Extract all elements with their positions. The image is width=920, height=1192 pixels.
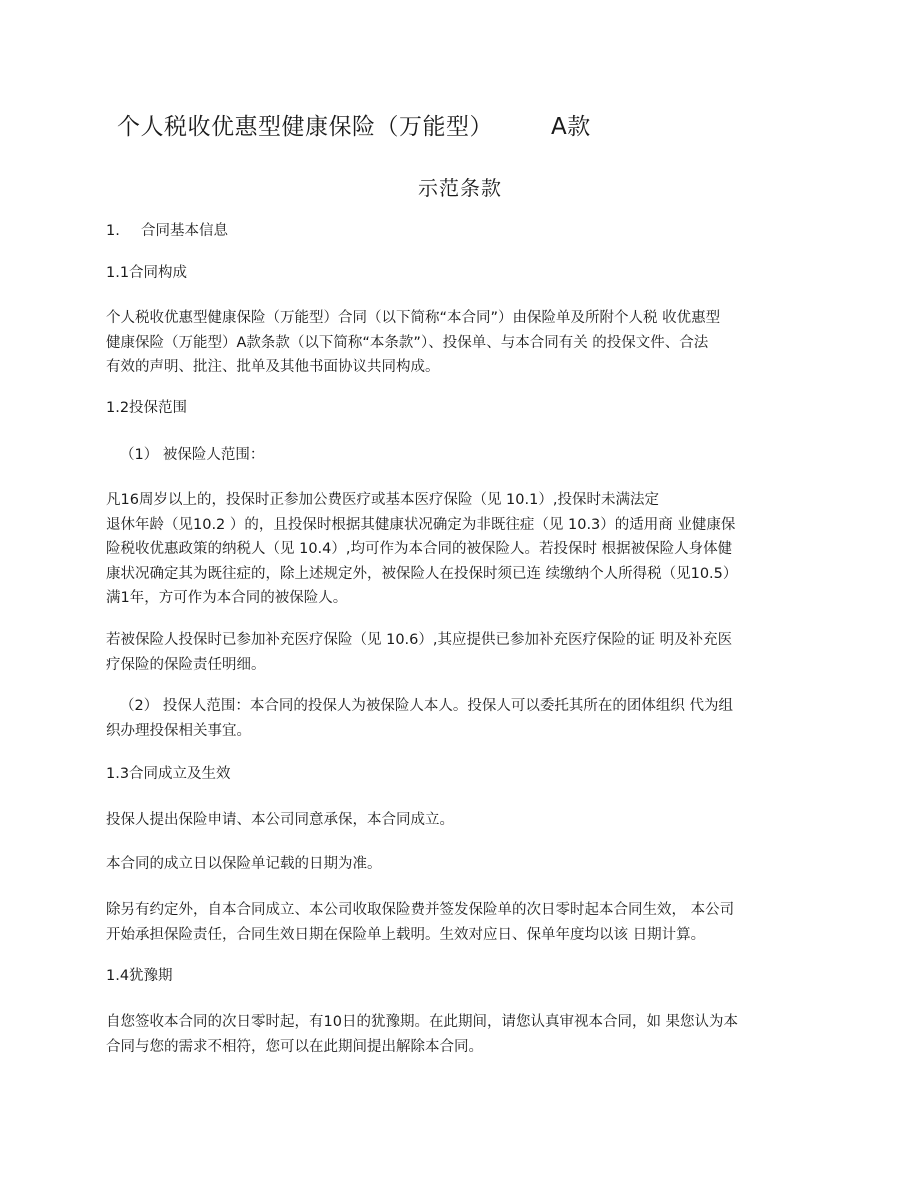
paragraph-line: 退休年龄（见10.2 ）的，且投保时根据其健康状况确定为非既往症（见 10.3）的适用商 业健康保 [106, 516, 736, 533]
paragraph-line: 有效的声明、批注、批单及其他书面协议共同构成。 [106, 359, 440, 375]
title-main: 个人税收优惠型健康保险（万能型） [117, 114, 493, 140]
supplementary-insurance-paragraph [106, 628, 806, 677]
insured-scope-label: （1） 被保险人范围： [120, 447, 265, 463]
paragraph-line: 满1年，方可作为本合同的被保险人。 [106, 590, 348, 606]
paragraph-line: 开始承担保险责任，合同生效日期在保险单上载明。生效对应日、保单年度均以该 日期计算。 [106, 926, 706, 943]
paragraph-line: 疗保险的保险责任明细。 [106, 656, 266, 673]
section-1-heading [106, 219, 806, 244]
section-1-1-heading: 1.1合同构成 [106, 265, 188, 281]
paragraph-line: 个人税收优惠型健康保险（万能型）合同（以下简称“本合同”）由保险单及所附个人税 收优惠型 [106, 310, 721, 326]
paragraph-line: 若被保险人投保时已参加补充医疗保险（见 10.6）,其应提供已参加补充医疗保险的证 明及补充医 [106, 632, 733, 648]
paragraph-line: 合同与您的需求不相符，您可以在此期间提出解除本合同。 [106, 1038, 483, 1055]
insured-scope-paragraph [106, 488, 806, 611]
section-1-title: 合同基本信息 [141, 223, 228, 239]
section-1-3-heading: 1.3合同成立及生效 [106, 766, 231, 782]
section-1-3-paragraph-2: 本合同的成立日以保险单记载的日期为准。 [106, 856, 382, 872]
section-1-2-heading: 1.2投保范围 [106, 400, 188, 416]
policyholder-scope-paragraph [106, 694, 806, 743]
title-suffix: A款 [551, 114, 591, 140]
paragraph-line: 织办理投保相关事宜。 [106, 722, 251, 739]
paragraph-line: 健康保险（万能型）A款条款（以下简称“本条款”）、投保单、与本合同有关 的投保文件、合法 [106, 334, 709, 351]
section-1-4-heading: 1.4犹豫期 [106, 968, 173, 984]
section-1-3-paragraph-3 [106, 898, 806, 947]
document-subtitle: 示范条款 [418, 176, 502, 200]
section-1-1-paragraph [106, 306, 806, 380]
paragraph-line: 险税收优惠政策的纳税人（见 10.4）,均可作为本合同的被保险人。若投保时 根据被保险人身体健 [106, 541, 733, 557]
section-1-4-paragraph [106, 1010, 806, 1059]
paragraph-line: 康状况确定其为既往症的，除上述规定外，被保险人在投保时须已连 续缴纳个人所得税（见10.5） [106, 565, 738, 582]
paragraph-line: 除另有约定外，自本合同成立、本公司收取保险费并签发保险单的次日零时起本合同生效， 本公司 [106, 902, 735, 918]
section-1-number: 1. [106, 223, 120, 239]
paragraph-line: 自您签收本合同的次日零时起，有10日的犹豫期。在此期间，请您认真审视本合同，如 果您认为本 [106, 1014, 739, 1030]
paragraph-line: 凡16周岁以上的，投保时正参加公费医疗或基本医疗保险（见 10.1）,投保时未满法定 [106, 492, 659, 508]
paragraph-line: （2） 投保人范围：本合同的投保人为被保险人本人。投保人可以委托其所在的团体组织 代为组 [120, 698, 733, 714]
document-title [117, 108, 591, 141]
section-1-3-paragraph-1: 投保人提出保险申请、本公司同意承保，本合同成立。 [106, 812, 454, 828]
